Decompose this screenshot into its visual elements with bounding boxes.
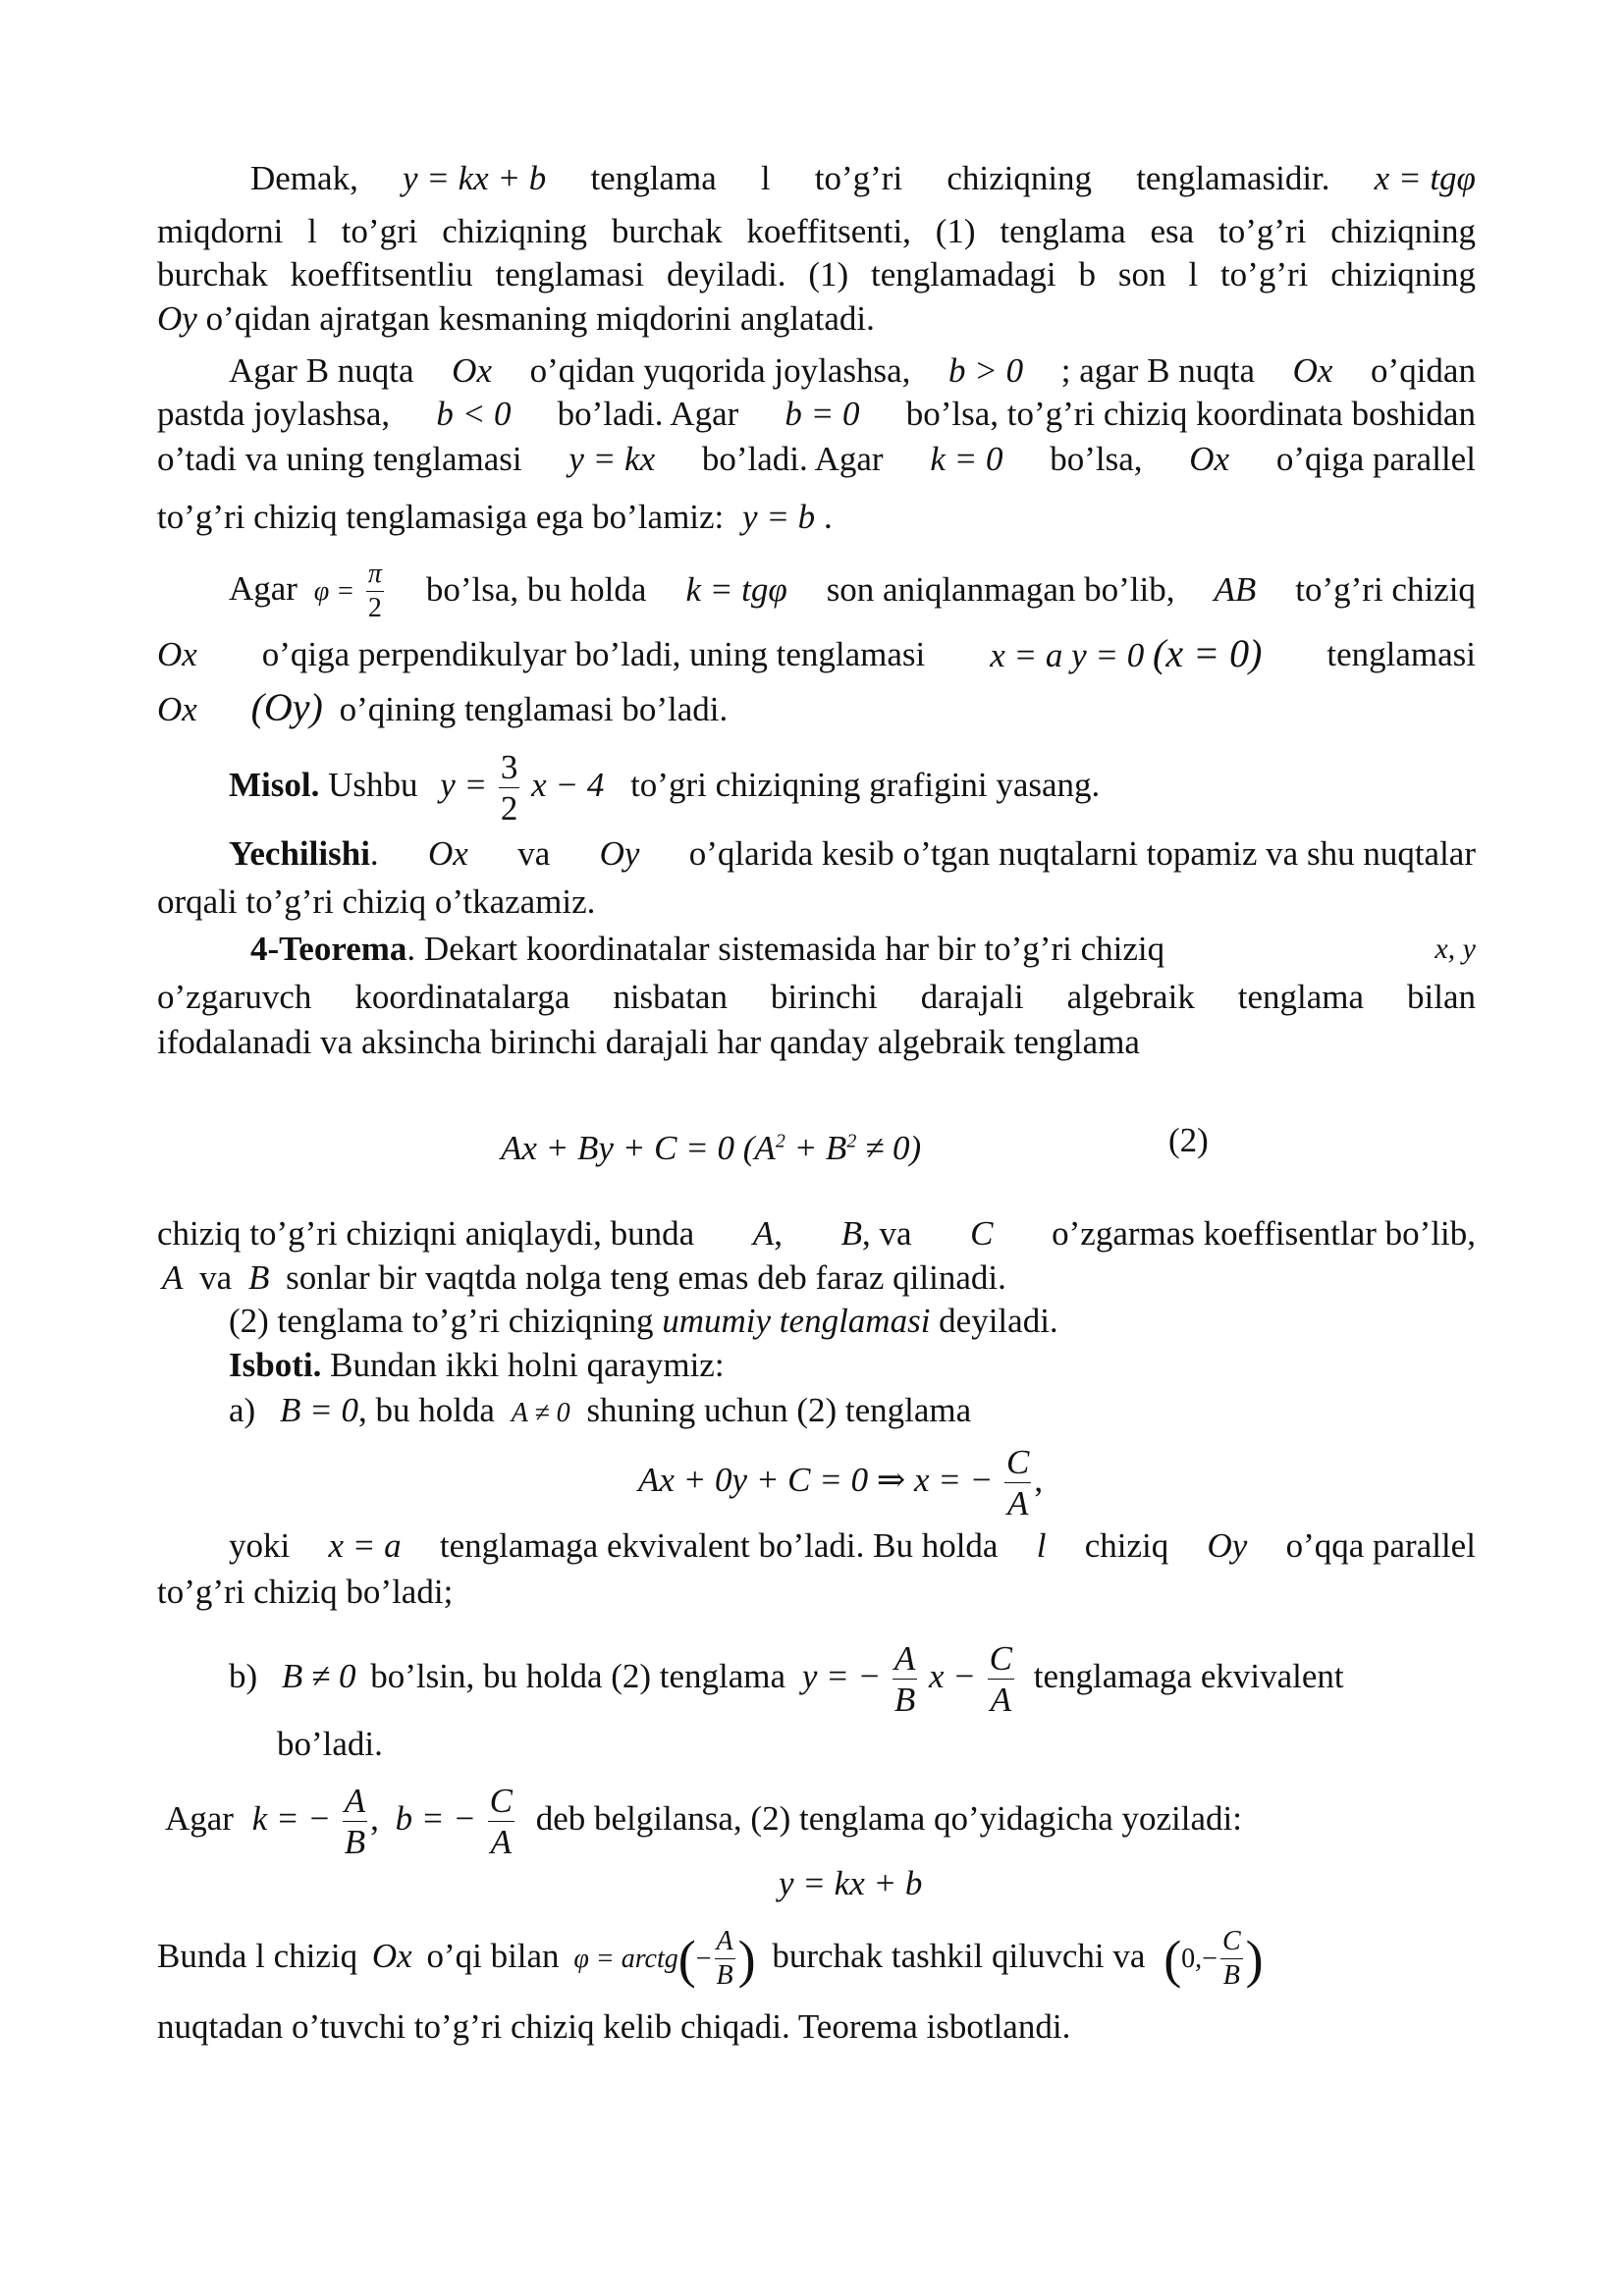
right-paren: ): [1245, 1929, 1264, 1989]
bunda-line1: [157, 1909, 1476, 2003]
math-expression: b > 0: [948, 351, 1024, 390]
text: bo’ladi. Agar: [701, 440, 884, 478]
theorem-label: 4-Teorema: [250, 930, 407, 968]
denominator: A: [990, 1681, 1012, 1720]
theorem-line3: ifodalanadi va aksincha birinchi darajali har qanday algebraik tenglama: [157, 1023, 1140, 1061]
numerator: A: [893, 1639, 916, 1679]
fraction-c-over-a: [988, 1639, 1014, 1720]
math-var: B: [840, 1214, 862, 1253]
numerator: 3: [500, 748, 518, 787]
left-paren: (: [677, 1929, 696, 1989]
bunda-line2: nuqtadan o’tuvchi to’g’ri chiziq kelib chiqadi. Teorema isbotlandi.: [157, 2007, 1071, 2046]
text: , va: [861, 1214, 912, 1253]
text: to’gri chiziqning grafigini yasang.: [630, 766, 1101, 804]
equation-case-a: [638, 1433, 1227, 1527]
math-expression: y = kx + b: [402, 159, 547, 197]
math-axis-oy: (Oy): [250, 685, 323, 729]
math-expression: k = −: [251, 1799, 331, 1838]
text: deb belgilansa, (2) tenglama qo’yidagicha yoziladi:: [535, 1799, 1242, 1838]
para3-line3: [157, 681, 1476, 734]
math-expression: y = kx: [568, 440, 656, 478]
text: ,: [1034, 1461, 1044, 1499]
text: shuning uchun (2) tenglama: [586, 1391, 972, 1429]
text: deyiladi.: [939, 1302, 1058, 1340]
numerator: C: [1220, 1928, 1243, 1959]
para2-line4: [157, 496, 1476, 539]
text: ,: [370, 1799, 379, 1838]
text: Agar: [229, 568, 298, 608]
text: o’qi bilan: [426, 1937, 560, 1975]
text: o’qqa parallel: [1285, 1526, 1476, 1565]
text: chiziq: [1084, 1526, 1169, 1565]
math-axis-ox: Ox: [371, 1937, 412, 1975]
math-expression: A ≠ 0: [511, 1398, 570, 1428]
math-var: C: [970, 1214, 994, 1253]
case-a-line: [229, 1389, 1547, 1435]
numerator: C: [489, 1782, 513, 1821]
text: Bunda l chiziq: [157, 1937, 358, 1975]
fraction-a-over-b: [893, 1639, 917, 1720]
text: o’qining tenglamasi bo’ladi.: [339, 690, 729, 728]
math-axis-oy: Oy: [1207, 1526, 1248, 1565]
solution-label: Yechilishi: [229, 834, 370, 873]
text: Agar: [165, 1799, 234, 1838]
text: o’qidan: [1371, 351, 1476, 390]
para2-line1: [229, 349, 1476, 393]
math-expression: b = 0: [784, 395, 860, 433]
math-axis-ox: Ox: [428, 834, 468, 873]
para1-line4: [157, 297, 1476, 341]
numerator: A: [715, 1928, 735, 1959]
text: bo’lsa,: [1050, 440, 1143, 478]
theorem-line1: [250, 928, 1476, 971]
text: o’qidan ajratgan kesmaning miqdorini anglatadi.: [205, 299, 875, 338]
text: .: [823, 498, 833, 536]
numerator: A: [344, 1782, 366, 1821]
math-expression: y =: [440, 766, 488, 804]
equation-number: (2): [1168, 1121, 1209, 1159]
math-expression: x, y: [1434, 933, 1476, 965]
text: o’tadi va uning tenglamasi: [157, 440, 522, 478]
text: yoki: [229, 1526, 291, 1565]
math-expression: y = −: [801, 1657, 882, 1695]
example-label: Misol.: [229, 766, 320, 804]
math-var: l: [1036, 1526, 1047, 1565]
emphasis-text: umumiy tenglamasi: [662, 1302, 931, 1340]
text: bo’lsa, to’g’ri chiziq koordinata boshidan: [905, 395, 1476, 433]
para1-line2: miqdorni l to’gri chiziqning burchak koeffitsenti, (1) tenglama esa to’g’ri chiziqning: [157, 212, 1476, 250]
para2-line2: [157, 393, 1476, 436]
text: tenglamaga ekvivalent: [1033, 1657, 1344, 1695]
math-expression: x −: [929, 1657, 976, 1695]
superscript: 2: [775, 1130, 785, 1151]
text: chiziqning: [947, 159, 1093, 197]
text: . Dekart koordinatalar sistemasida har bir to’g’ri chiziq: [406, 930, 1165, 968]
para1-line1: [250, 157, 1476, 200]
text: o’qlarida kesib o’tgan nuqtalarni topamiz va shu nuqtalar: [688, 834, 1476, 873]
math-axis-ox: Ox: [1292, 351, 1333, 390]
text: va: [199, 1258, 233, 1297]
denominator: B: [344, 1823, 366, 1862]
text: o’qiga parallel: [1275, 440, 1476, 478]
math-var: A: [162, 1258, 184, 1297]
text: Agar B nuqta: [229, 351, 414, 390]
denominator: B: [716, 1960, 733, 1992]
fraction-c-over-a: [1004, 1445, 1031, 1521]
math-axis-oy: Oy: [157, 299, 197, 338]
solution-line1: [229, 832, 1476, 876]
denominator: B: [893, 1681, 916, 1720]
text: o’zgarmas koeffisentlar bo’lib,: [1052, 1214, 1476, 1253]
denominator: A: [490, 1823, 513, 1862]
para2-line3: [157, 438, 1476, 481]
text: (2) tenglama to’g’ri chiziqning: [229, 1302, 654, 1340]
fraction-a-over-b: [715, 1928, 735, 1990]
math-ab: AB: [1214, 570, 1257, 609]
numerator: π: [366, 561, 384, 592]
denominator: 2: [367, 592, 382, 623]
math-axis-ox: Ox: [157, 635, 197, 673]
para3-line2: [157, 628, 1476, 681]
denominator: 2: [500, 789, 518, 828]
math-expression: B ≠ 0: [281, 1657, 356, 1695]
math-phi: φ =: [313, 575, 355, 607]
fraction-c-over-b: [1220, 1928, 1243, 1990]
after-line3: [229, 1300, 1547, 1343]
text: ; agar B nuqta: [1060, 351, 1256, 390]
superscript: 2: [846, 1130, 857, 1151]
text: o’qidan yuqorida joylashsa,: [529, 351, 911, 390]
text: va: [517, 834, 551, 873]
text: b): [229, 1657, 258, 1695]
yoki-line1: [229, 1524, 1476, 1568]
denominator: B: [1222, 1960, 1240, 1992]
math-expression: [990, 627, 1262, 682]
text: sonlar bir vaqtda nolga teng emas deb faraz qilinadi.: [286, 1258, 1006, 1297]
text: bo’lsin, bu holda (2) tenglama: [370, 1657, 786, 1695]
math-axis-ox: Ox: [452, 351, 492, 390]
math-expression: 0,−: [1181, 1944, 1217, 1974]
text: [753, 1212, 783, 1255]
example-line: [229, 738, 1547, 832]
math-axis-ox: Ox: [157, 690, 197, 728]
left-paren: (: [1163, 1929, 1182, 1989]
fraction-c-over-a: [488, 1782, 514, 1862]
text: [250, 928, 1164, 971]
text: ,: [774, 1214, 783, 1253]
text: .: [369, 834, 379, 873]
math-expression: B = 0: [279, 1391, 358, 1429]
text: [229, 832, 379, 876]
text: [841, 1212, 912, 1255]
math-expression: y = b: [742, 498, 816, 536]
math-expression: k = 0: [930, 440, 1003, 478]
para1-line3: burchak koeffitsentliu tenglamasi deyiladi. (1) tenglamadagi b son l to’g’ri chiziqning: [157, 255, 1476, 294]
fraction-a-over-b: [343, 1782, 367, 1862]
numerator: C: [989, 1639, 1013, 1679]
text: , bu holda: [357, 1391, 495, 1429]
text: tenglamaga ekvivalent bo’ladi. Bu holda: [439, 1526, 999, 1565]
math-axis-oy: Oy: [599, 834, 640, 873]
math-axis-ox: Ox: [1189, 440, 1230, 478]
equation-ykxb: y = kx + b: [779, 1864, 923, 1902]
math-expression: k = tgφ: [685, 570, 787, 609]
agar-line: [165, 1772, 1441, 1866]
math-expression: Ax + 0y + C = 0 ⇒ x = −: [638, 1461, 994, 1499]
text: tenglamasidir.: [1136, 159, 1330, 197]
solution-line2: orqali to’g’ri chiziq o’tkazamiz.: [157, 882, 596, 921]
right-paren: ): [737, 1929, 756, 1989]
text: a): [229, 1391, 256, 1429]
math-expression: [501, 1129, 921, 1167]
text: son aniqlanmagan bo’lib,: [826, 570, 1175, 609]
math-expression: b < 0: [436, 395, 512, 433]
proof-label: Isboti.: [229, 1346, 322, 1384]
math-expression: b = −: [395, 1799, 476, 1838]
math-expression: (x = 0): [1153, 631, 1263, 675]
text: chiziq to’g’ri chiziqni aniqlaydi, bunda: [157, 1214, 695, 1253]
case-b-line2: bo’ladi.: [277, 1725, 383, 1763]
text: bo’ladi. Agar: [557, 395, 739, 433]
yoki-line2: to’g’ri chiziq bo’ladi;: [157, 1573, 454, 1611]
text: to’g’ri chiziq tenglamasiga ega bo’lamiz:: [157, 498, 725, 536]
numerator: C: [1006, 1443, 1030, 1482]
text: ≠ 0): [856, 1128, 922, 1167]
math-expression: x = a y = 0: [990, 636, 1145, 674]
math-var: A: [752, 1214, 775, 1253]
text: burchak tashkil qiluvchi va: [772, 1937, 1146, 1975]
after-line2: [162, 1256, 1481, 1300]
text: Demak,: [250, 159, 358, 197]
text: Ushbu: [328, 766, 418, 804]
text: Ax + By + C = 0 (A: [501, 1128, 776, 1167]
minus-sign: −: [695, 1944, 712, 1974]
math-expression: φ = arctg: [573, 1944, 678, 1974]
text: pastda joylashsa,: [157, 395, 391, 433]
text: to’g’ri: [814, 159, 903, 197]
case-b-line: [229, 1629, 1436, 1724]
math-var: B: [247, 1258, 270, 1297]
text: bo’lsa, bu holda: [425, 570, 647, 609]
proof-line: [229, 1344, 1547, 1387]
math-expression: x = a: [328, 1526, 402, 1565]
text: tenglama: [590, 159, 717, 197]
after-line1: [157, 1212, 1476, 1255]
text: tenglamasi: [1326, 635, 1476, 673]
denominator: A: [1006, 1484, 1029, 1523]
text: + B: [784, 1128, 847, 1167]
para3-line1: [229, 550, 1476, 630]
text: to’g’ri chiziq: [1295, 570, 1476, 609]
math-expression: x − 4: [531, 766, 605, 804]
text: Bundan ikki holni qaraymiz:: [330, 1346, 725, 1384]
text: l: [760, 159, 771, 197]
fraction-pi-over-2: [366, 558, 384, 623]
text: o’qiga perpendikulyar bo’ladi, uning tenglamasi: [261, 635, 926, 673]
fraction-3-over-2: [499, 750, 520, 826]
text: [229, 549, 387, 632]
theorem-line2: o’zgaruvch koordinatalarga nisbatan birinchi darajali algebraik tenglama bilan: [157, 978, 1476, 1016]
math-expression: x = tgφ: [1374, 159, 1476, 197]
